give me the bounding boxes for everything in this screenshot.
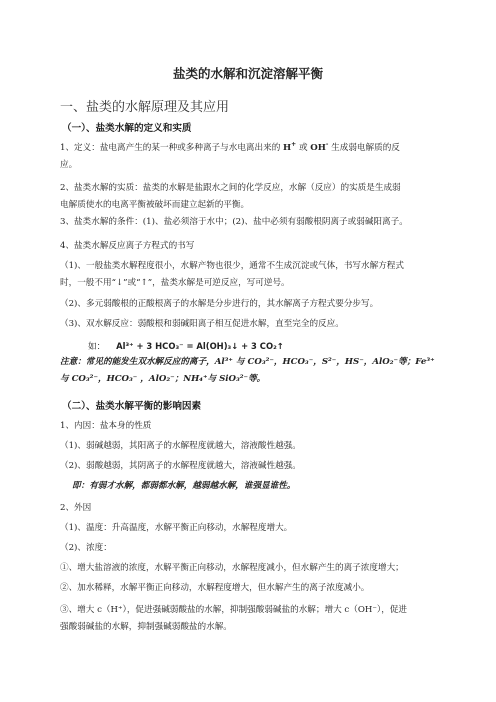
paragraph-concentration-1: ①、增大盐溶液的浓度，水解平衡正向移动，水解程度减小，但水解产生的离子浓度增大； xyxy=(60,563,404,573)
definition-text-c: 生成弱电解质的反 xyxy=(331,142,400,153)
hydrogen-ion: H+ xyxy=(283,141,297,153)
section-heading-1: 一、盐类的水解原理及其应用 xyxy=(60,100,230,115)
paragraph-summary-rule: 即：有弱才水解，都弱都水解，越弱越水解，谁强显谁性。 xyxy=(72,481,296,491)
note-line-1: 注意：常见的能发生双水解反应的离子，Al³⁺ 与 CO₃²⁻，HCO₃⁻，S²⁻，HS⁻，AlO₂⁻等；Fe³⁺ xyxy=(60,357,435,367)
hydroxide-ion: OH- xyxy=(310,141,329,153)
paragraph-rule-2: （2)、多元弱酸根的正酸根离子的水解是分步进行的，其水解离子方程式要分步写。 xyxy=(60,299,379,309)
paragraph-weak-base: （1)、弱碱越弱，其阳离子的水解程度就越大，溶液酸性越强。 xyxy=(60,441,301,451)
concentration-3-line-1: ③、增大 c（H⁺），促进强碱弱酸盐的水解，抑制强酸弱碱盐的水解；增大 c（OH⁻），促进 xyxy=(60,605,407,615)
paragraph-concentration: （2)、浓度： xyxy=(60,543,112,553)
document-title: 盐类的水解和沉淀溶解平衡 xyxy=(172,66,323,81)
rule-1-line-2: 时，一般不用“↓”或“↑”，盐类水解是可逆反应，写可逆号。 xyxy=(60,278,290,288)
definition-text-d: 应。 xyxy=(60,159,78,170)
example-formula: Al³⁺ + 3 HCO₃⁻ = Al(OH)₃↓ + 3 CO₂↑ xyxy=(116,341,284,351)
definition-or: 或 xyxy=(298,142,308,153)
paragraph-equation-writing: 4、盐类水解反应离子方程式的书写 xyxy=(60,241,195,251)
paragraph-external-cause: 2、外因 xyxy=(60,503,92,513)
paragraph-rule-1 xyxy=(60,258,436,292)
paragraph-concentration-3 xyxy=(60,602,436,636)
paragraph-weak-acid: （2)、弱酸越弱，其阴离子的水解程度就越大，溶液碱性越强。 xyxy=(60,461,301,471)
paragraph-definition xyxy=(60,136,436,174)
paragraph-conditions: 3、盐类水解的条件：(1)、盐必须溶于水中；(2)、盐中必须有弱酸根阴离子或弱碱阳离子。 xyxy=(60,217,408,227)
example-prefix: 如： xyxy=(88,342,106,352)
subsection-heading-1: （一）、盐类水解的定义和实质 xyxy=(62,123,192,134)
definition-text-a: 1、定义：盐电离产生的某一种或多种离子与水电离出来的 xyxy=(60,142,281,153)
note-line-2: 与 CO₃²⁻，HCO₃⁻ ，AlO₂⁻；NH₄⁺与 SiO₃²⁻等。 xyxy=(60,374,266,384)
example-equation xyxy=(88,340,284,352)
concentration-3-line-2: 强酸弱碱盐的水解，抑制强碱弱酸盐的水解。 xyxy=(60,622,232,632)
paragraph-concentration-2: ②、加水稀释，水解平衡正向移动，水解程度增大，但水解产生的离子浓度减小。 xyxy=(60,583,370,593)
rule-1-line-1: （1)、一般盐类水解程度很小，水解产物也很少，通常不生成沉淀或气体，书写水解方程式 xyxy=(60,261,404,271)
essence-line-1: 2、盐类水解的实质：盐类的水解是盐跟水之间的化学反应，水解（反应）的实质是生成弱 xyxy=(60,183,401,193)
note-paragraph xyxy=(60,354,436,388)
essence-line-2: 电解质使水的电离平衡被破坏而建立起新的平衡。 xyxy=(60,200,250,210)
paragraph-rule-3: （3)、双水解反应：弱酸根和弱碱阳离子相互促进水解，直至完全的反应。 xyxy=(60,319,344,329)
paragraph-temperature: （1)、温度：升高温度，水解平衡正向移动，水解程度增大。 xyxy=(60,523,293,533)
paragraph-internal-cause: 1、内因：盐本身的性质 xyxy=(60,421,152,431)
paragraph-essence xyxy=(60,180,436,214)
subsection-heading-2: （二）、盐类水解平衡的影响因素 xyxy=(62,401,202,412)
